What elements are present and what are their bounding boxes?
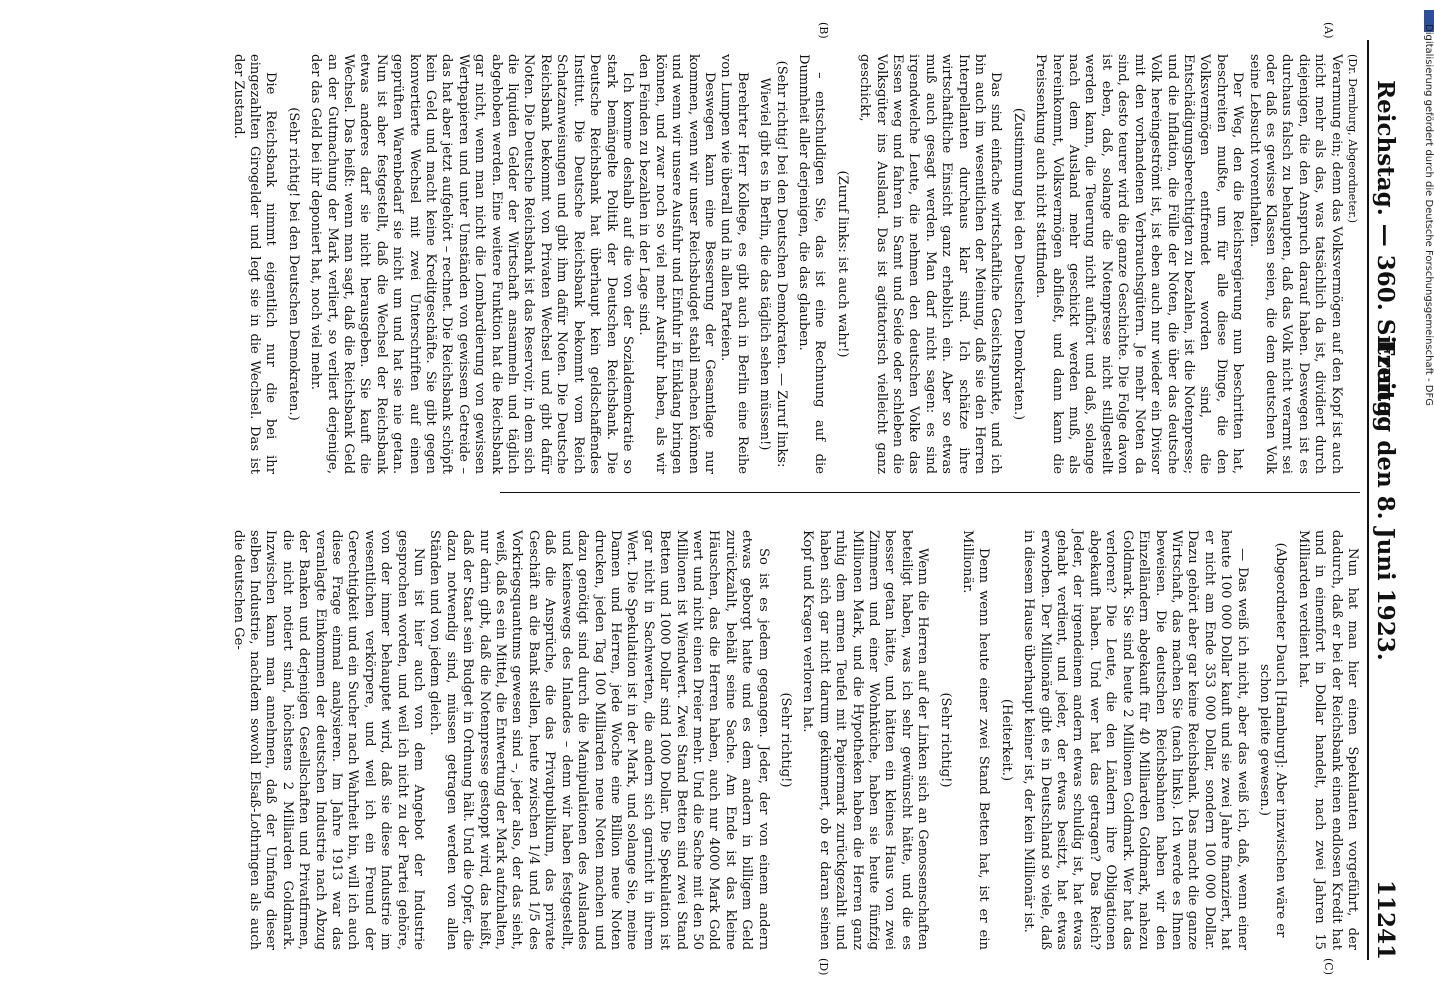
paragraph: Wenn die Herren auf der Linken sich an Genossenschaften beteiligt haben, was ich sehr gewünscht hätte, und die es besser getan hätte, und hätten ein kleines Haus von zwei Zimmern und einer Wohnküche, haben sie heute fünfzig Millionen Mark, und die Hypotheken haben die Herren ganz ruhig dem armen Teufel mit Papiermark zurückgezahlt und haben sich gar nicht darum gekümmert, ob er daran seinen Kopf und Kragen verloren hat. <box>800 530 931 950</box>
paragraph: So ist es jedem gegangen. Jeder, der von einem andern etwas geborgt hatte und es dem andern in billigem Geld zurückzahlt, behält seine Sache. Am Ende ist das kleine Häuschen, das die Herren haben, auch nur 4000 Mark Gold wert und nicht einen Dreier mehr. Und die Sache mit den 50 Millionen ist Wiendwert. Zwei Stand Betten sind zwei Stand Betten und 1000 Dollar sind 1000 Dollar. Die Spekulation ist gar nicht in Sachwerten, die andern sich garnicht in ihrem Wert. Die Spekulation ist in der Mark, und solange Sie, meine Damen und Herren, jede Woche eine Billion neue Noten drucken, jeden Tag 100 Milliarden neue Noten machen und dazu genötigt sind durch die Manipulationen des Auslandes und keineswegs des Inlandes – denn wir haben festgestellt, daß die Ansprüche, die das Privatpublikum, das private Geschäft an die Bank stellen, heute zwischen 1/4 und 1/5 des Vorkriegsquantums gewesen sind –, jeder also, der das sieht, weiß, daß es ein Mittel, die Entwertung der Mark aufzuhalten, nur darin gibt, daß die Notenpresse gestoppt wird, das heißt, daß der Staat sein Budget in Ordnung hält. Und die Opfer, die dazu notwendig sind, müssen getragen werden von allen Ständen und von jedem gleich. <box>427 530 771 950</box>
margin-mark-d: (D) <box>817 958 830 976</box>
paragraph: Deswegen kann eine Besserung der Gesamtlage nur kommen, wenn wir unser Reichsbudget stabil machen können und wenn wir unsere Ausfuhr und Einfuhr in Einklang bringen können, und zwar noch so viel mehr Ausfuhr haben, als wir den Feinden zu bezahlen in der Lage sind. <box>636 54 717 474</box>
interjection: (Sehr richtig! bei den Deutschen Demokraten.) <box>285 107 301 421</box>
rotated-scan-page <box>85 20 1415 980</box>
paragraph: — Das weiß ich nicht, aber das weiß ich, daß, wenn einer heute 100 000 Dollar kauft und sie zwei Jahre finanziert, hat er nicht am Ende 353 000 Dollar, sondern 100 000 Dollar. Dazu gehört aber gar keine Reichsbank. Das macht die ganze Wirtschaft, das machen Sie (nach links). Ich werde es Ihnen beweisen. Die deutschen Reichsbahnen haben wir den Einzelländern abgekauft für 40 Milliarden Goldmark, nahezu Goldmark. Sie sind heute 2 Millionen Goldmark. Wer hat das verloren? Die Leute, die den Ländern ihre Obligationen abgekauft haben. Und wer hat das getragen? Das Reich? Jeder, der irgendeinem andern etwas schuldig ist, hat etwas gehabt verdient, und jeder, der etwas besitzt, hat etwas erworben. Der Millionäre gibt es in Deutschland so viele, daß in diesem Hause überhaupt keiner ist, der kein Millionär ist. <box>1021 530 1250 950</box>
header-date: Freitag den 8. Juni 1923. <box>1372 339 1399 661</box>
margin-mark-a: (A) <box>1322 22 1335 39</box>
column-divider <box>500 492 1360 493</box>
margin-mark-b: (B) <box>817 22 830 39</box>
interjection: (Zustimmung bei den Deutschen Demokraten.) <box>1010 107 1026 421</box>
side-note <box>1424 14 1434 734</box>
paragraph: Das sind einfache wirtschaftliche Gesichtspunkte, und ich bin auch im wesentlichen der Meinung, daß sie den Herren Interpellanten durchaus klar sind. Ich schätze ihre wirtschaftliche Einsicht ganz erheblich ein. Aber so etwas muß auch gesagt werden. Man darf nicht sagen: es sind irgendwelche Leute, die nehmen den deutschen Volke das Essen weg und fahren in Samt und Seide oder schleben die Volksgüter ins Ausland. Das ist agitatorisch vielleicht ganz geschickt, <box>857 54 1004 474</box>
header-left: Reichstag. — 360. Sitzung. <box>1372 80 1399 426</box>
interjection: (Abgeordneter Dauch [Hamburg]: Aber inzwischen wäre er schon pleite gewesen.) <box>1256 542 1289 938</box>
left-column <box>229 54 1360 474</box>
right-column <box>229 530 1360 950</box>
paragraph: – entschuldigen Sie, das ist eine Rechnung auf die Dummheit aller derjenigen, die das glauben. <box>796 54 828 474</box>
paragraph: Nun hat man hier einen Spekulanten vorgeführt, der dadurch, daß er bei der Reichsbank einen endlosen Kredit hat und in einemfort in Dollar handelt, nach zwei Jahren 15 Milliarden verdient hat. <box>1295 530 1360 950</box>
interjection: (Sehr richtig!) <box>937 692 953 788</box>
interjection: (Heiterkeit.) <box>998 698 1014 782</box>
paragraph: Berehrter Herr Kollege, es gibt auch in Berlin eine Reihe von Lumpen wie überall und in allen Parteien. <box>718 54 750 474</box>
paragraph: Nun ist hier auch von dem Angebot der Industrie gesprochen worden, und weil ich nicht zu der Partei gehöre, von der immer behauptet wird, daß sie diese Industrie im wesentlichen verkörpere, und weil ich ein Freund der Gerechtigkeit und ein Sucher nach Wahrheit bin, will ich auch diese Frage einmal analysieren. Im Jahre 1913 war das veranlagte Einkommen der deutschen Industrie nach Abzug der Banken und derjenigen Gesellschaften und Privatfirmen, die nicht notiert sind, höchstens 2 Milliarden Goldmark. Inzwischen kann man annehmen, daß der Umfang dieser selben Industrie, nachdem sowohl Elsaß-Lothringen als auch die deutschen Ge- <box>230 530 427 950</box>
paragraph: Ich komme deshalb auf die von der Sozialdemokratie so stark bemängelte Politik der Deutschen Reichsbank. Die Deutsche Reichsbank hat überhaupt kein geldschaffendes Institut. Die Deutsche Reichsbank bekommt vom Reich Schatzanweisungen und gibt ihm dafür Noten. Die Deutsche Reichsbank bekommt von Privaten Wechsel und gibt dafür Noten. Die Deutsche Reichsbank ist das Reservoir, in dem sich die liquiden Gelder der Wirtschaft ansammeln und täglich abgehoben werden. Eine weitere Funktion hat die Reichsbank gar nicht, wenn man nicht die Lombardierung von gewissen Wertpapieren und unter Umständen von gewissem Getreide – das hat aber jetzt aufgehört – rechnet. Die Reichsbank schöpft kein Geld und macht keine Kreditgeschäfte. Sie gibt gegen konvertierte Wechsel mit zwei Unterschriften auf einen geprüften Warenbedarf sie nicht um und hat sie nie getan. Nun ist aber festgestellt, daß die Wechsel der Reichsbank etwas anderes darf sie nicht herausgeben. Sie kauft die Wechsel. Das heißt: wenn man sagt, daß die Reichsbank Geld an der Gutmachung der Mark verliert, so verliert derjenige, der das Geld bei ihr deponiert hat, noch viel mehr. <box>308 54 635 474</box>
paragraph: Denn wenn heute einer zwei Stand Betten hat, ist er ein Millionär. <box>960 530 992 950</box>
paragraph: Der Weg, den die Reichsregierung nun beschritten hat, beschreiten mußte, um für alle diese Dinge, die den Volksvermögen entfremdet worden sind, die Entschädigungsberechtigten zu bezahlen, ist die Notenpresse; und die Inflation, die Fülle der Noten, die über das deutsche Volk hereingeströmt ist, ist eben auch nur wieder ein Divisor mit den vorhandenen Verbrauchsgütern. Je mehr Noten da sind, desto teurer wird die ganze Geschichte. Die Folge davon ist eben, daß, solange die Notenpresse nicht stillgestellt werden kann, die Teuerung nicht aufhört und daß, solange nach dem Ausland mehr geschickt werden muß, als hereinkommt, Volksvermögen abfließt, und dann kann die Preissenkung auch nicht stattfinden. <box>1033 54 1246 474</box>
interjection: (Sehr richtig! bei den Deutschen Demokraten. — Zuruf links: Wieviel gibt es in Berlin, die das täglich sehen müssen!) <box>757 60 789 468</box>
paragraph: Die Reichsbank nimmt eigentlich nur die bei ihr eingezahlten Girogelder und legt sie in die Wechsel. Das ist der Zustand. <box>230 54 279 474</box>
page-header <box>1367 40 1399 960</box>
interjection: (Sehr richtig!) <box>778 692 793 788</box>
paragraph: Verarmung ein; denn das Volksvermögen auf den Kopf ist auch nicht mehr als das, was tatsächlich da ist, dividiert durch diejenigen, die den Anspruch darauf haben. Deswegen ist es durchaus falsch zu behaupten, daß das Volk nicht verarmt sei oder daß es gewisse Klassen seien, die dem deutschen Volk seine Lebsucht vorenthalten. <box>1246 54 1344 474</box>
page-number: 11241 <box>1372 879 1399 960</box>
side-note-text: Digitalisierung gefördert durch die Deutsche Forschungsgemeinschaft - DFG <box>1423 24 1434 407</box>
margin-mark-c: (C) <box>1322 958 1335 975</box>
speaker-note: (Dr. Dernburg, Abgeordneter.) <box>1346 54 1359 224</box>
interjection: (Zuruf links: ist auch wahr!) <box>834 170 850 358</box>
